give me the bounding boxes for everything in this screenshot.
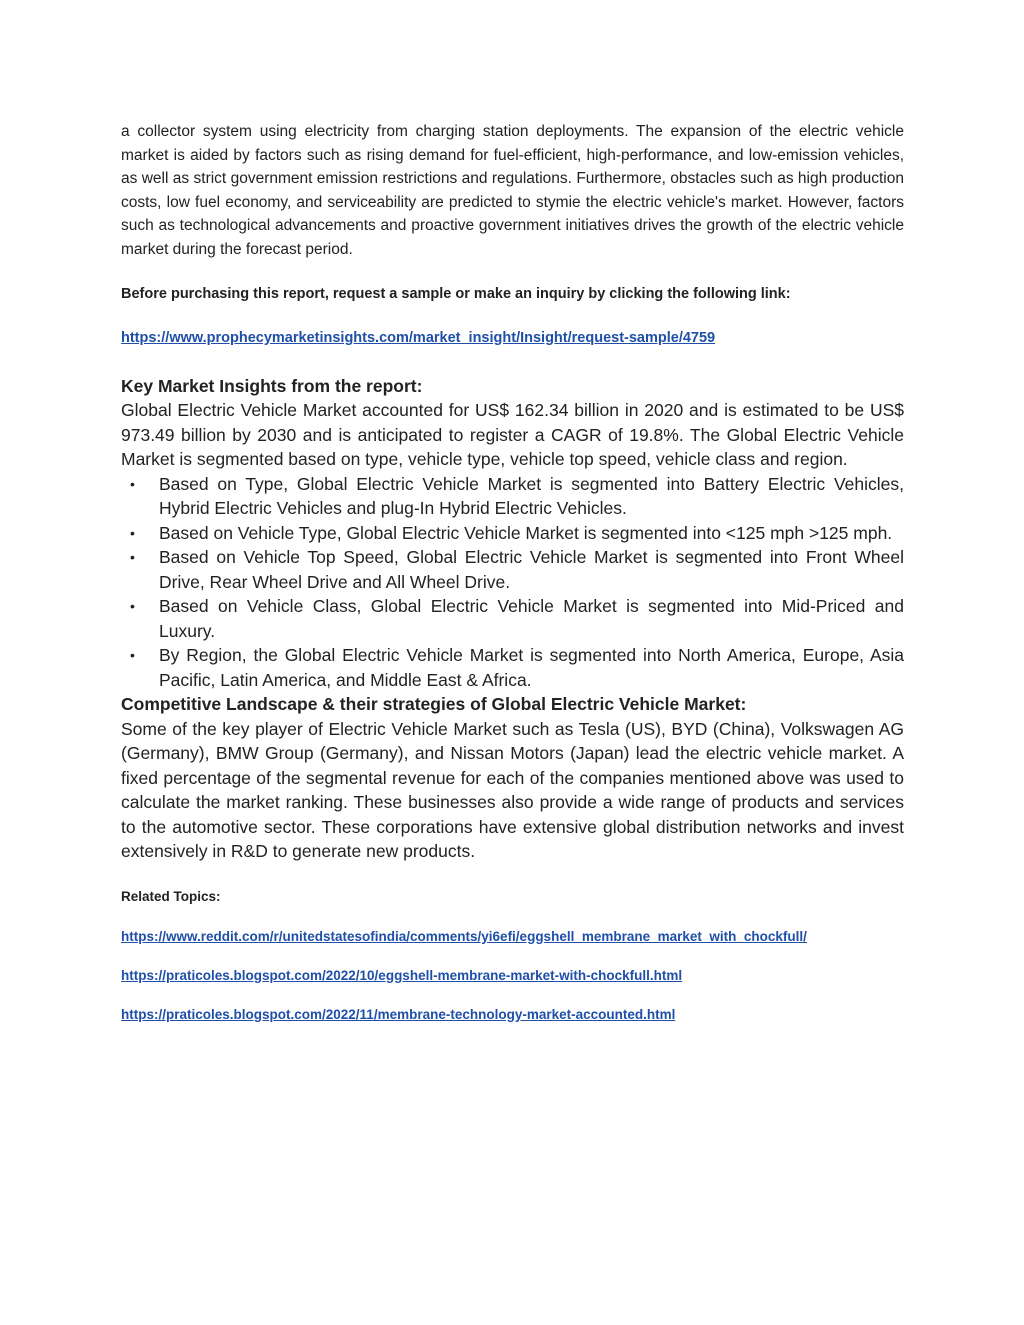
competitive-heading: Competitive Landscape & their strategies of Global Electric Vehicle Market:	[121, 694, 747, 715]
list-item-text: By Region, the Global Electric Vehicle Market is segmented into North America, Europe, Asia Pacific, Latin America, and Middle East & Africa.	[159, 645, 904, 690]
segmentation-list	[121, 472, 904, 693]
list-item	[130, 521, 904, 546]
key-insights-summary: Global Electric Vehicle Market accounted for US$ 162.34 billion in 2020 and is estimated to be US$ 973.49 billion by 2030 and is anticipated to register a CAGR of 19.8%. The Global Electric Vehicle Market is segmented based on type, vehicle type, vehicle top speed, vehicle class and region.	[121, 400, 904, 470]
sample-request-prompt: Before purchasing this report, request a sample or make an inquiry by clicking the following link:	[121, 285, 791, 302]
key-insights-heading: Key Market Insights from the report:	[121, 375, 423, 396]
bullet-icon: •	[130, 524, 135, 541]
bullet-icon: •	[130, 475, 135, 492]
intro-paragraph: a collector system using electricity from charging station deployments. The expansion of the electric vehicle market is aided by factors such as rising demand for fuel-efficient, high-performance, and low-emission vehicles, as well as strict government emission restrictions and regulations. Furthermore, obstacles such as high production costs, low fuel economy, and serviceability are predicted to stymie the electric vehicle's market. However, factors such as technological advancements and proactive government initiatives drives the growth of the electric vehicle market during the forecast period.	[121, 123, 904, 258]
list-item	[130, 643, 904, 692]
bullet-icon: •	[130, 647, 135, 664]
bullet-icon: •	[130, 549, 135, 566]
related-link-eggshell[interactable]: https://praticoles.blogspot.com/2022/10/eggshell-membrane-market-with-chockfull.html	[121, 967, 683, 983]
bullet-icon: •	[130, 598, 135, 615]
list-item	[130, 472, 904, 521]
list-item-text: Based on Vehicle Class, Global Electric Vehicle Market is segmented into Mid-Priced and Luxury.	[159, 596, 904, 641]
competitive-paragraph: Some of the key player of Electric Vehicle Market such as Tesla (US), BYD (China), Volkswagen AG (Germany), BMW Group (Germany), and Nissan Motors (Japan) lead the electric vehicle market. A fixed percentage of the segmental revenue for each of the companies mentioned above was used to calculate the market ranking. These businesses also provide a wide range of products and services to the automotive sector. These corporations have extensive global distribution networks and invest extensively in R&D to generate new products.	[121, 718, 904, 862]
related-link-reddit[interactable]: https://www.reddit.com/r/unitedstatesofindia/comments/yi6efi/eggshell_membrane_market_with_chockfull/	[121, 928, 807, 944]
document-page	[121, 120, 904, 1023]
list-item-text: Based on Vehicle Type, Global Electric Vehicle Market is segmented into <125 mph >125 mph.	[159, 522, 893, 543]
related-topics-heading: Related Topics:	[121, 888, 221, 904]
list-item	[130, 594, 904, 643]
related-link-membrane[interactable]: https://praticoles.blogspot.com/2022/11/membrane-technology-market-accounted.html	[121, 1006, 676, 1022]
list-item-text: Based on Vehicle Top Speed, Global Electric Vehicle Market is segmented into Front Wheel Drive, Rear Wheel Drive and All Wheel Drive.	[159, 547, 904, 592]
sample-request-link[interactable]: https://www.prophecymarketinsights.com/market_insight/Insight/request-sample/4759	[121, 329, 716, 346]
list-item	[130, 545, 904, 594]
list-item-text: Based on Type, Global Electric Vehicle Market is segmented into Battery Electric Vehicles, Hybrid Electric Vehicles and plug-In Hybrid Electric Vehicles.	[159, 473, 904, 519]
